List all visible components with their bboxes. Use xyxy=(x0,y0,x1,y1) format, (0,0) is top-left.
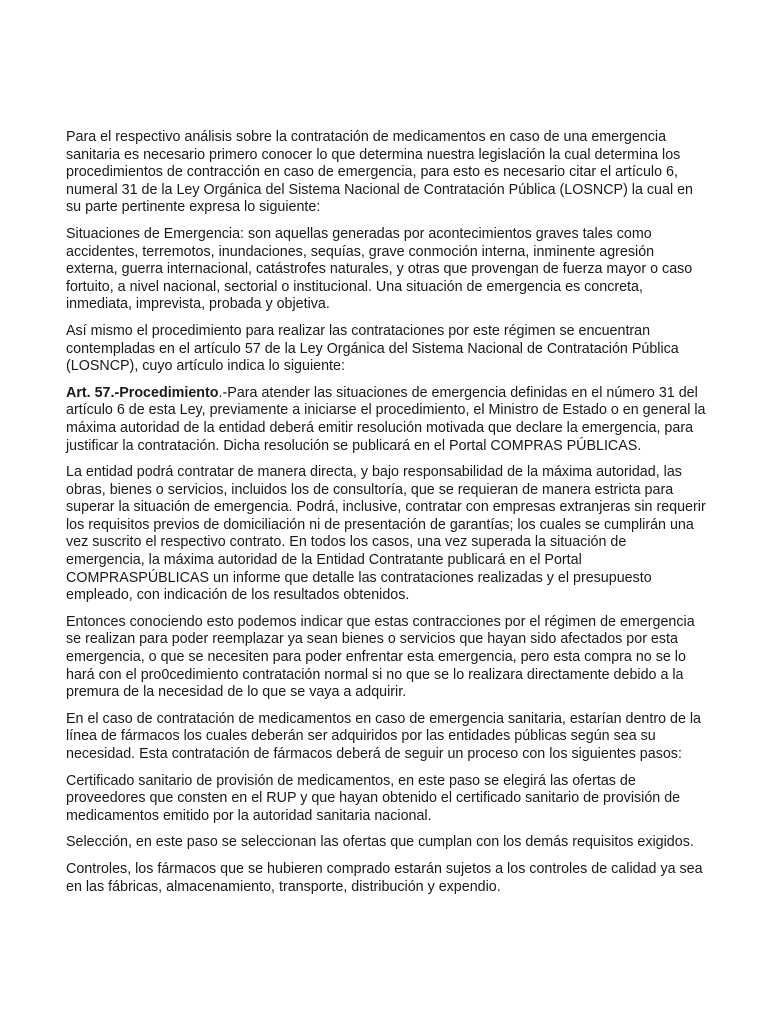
paragraph-emergency-definition: Situaciones de Emergencia: son aquellas generadas por acontecimientos graves tales como accidentes, terremotos, inundaciones, sequías, grave conmoción interna, inminente agresión externa, guerra internacional, catástrofes naturales, y otras que provengan de fuerza mayor o caso fortuito, a nivel nacional, sectorial o institucional. Una situación de emergencia es concreta, inmediata, imprevista, probada y objetiva. xyxy=(66,225,693,313)
article-57-text: .-Para atender las situaciones de emergencia definidas en el número 31 del artículo 6 de esta Ley, previamente a iniciarse el procedimiento, el Ministro de Estado o en general la máxima autoridad de la entidad deberá emitir resolución motivada que declare la emergencia, para justificar la contratación. Dicha resolución se publicará en el Portal COMPRAS PÚBLICAS. xyxy=(66,384,706,454)
paragraph-step-selection: Selección, en este paso se seleccionan las ofertas que cumplan con los demás requisitos exigidos. xyxy=(66,834,694,851)
paragraph-article-57 xyxy=(66,385,706,455)
paragraph-article-57-reference: Así mismo el procedimiento para realizar las contrataciones por este régimen se encuentran contempladas en el artículo 57 de la Ley Orgánica del Sistema Nacional de Contratación Pública (LOSNCP), cuyo artículo indica lo siguiente: xyxy=(66,322,679,375)
paragraph-medication-contracting: En el caso de contratación de medicamentos en caso de emergencia sanitaria, estarían dentro de la línea de fármacos los cuales deberán ser adquiridos por las entidades públicas según sea su necesidad. Esta contratación de fármacos deberá de seguir un proceso con los siguientes pasos: xyxy=(66,710,702,762)
paragraph-step-controls: Controles, los fármacos que se hubieren comprado estarán sujetos a los controles de calidad ya sea en las fábricas, almacenamiento, transporte, distribución y expendio. xyxy=(66,860,703,895)
paragraph-conclusion: Entonces conociendo esto podemos indicar que estas contracciones por el régimen de emergencia se realizan para poder reemplazar ya sean bienes o servicios que hayan sido afectados por esta emergencia, o que se necesiten para poder enfrentar esta emergencia, pero esta compra no se lo hará con el pro0cedimiento contratación normal si no que se lo realizara directamente debido a la premura de la necesidad de lo que se vaya a adquirir. xyxy=(66,613,695,701)
paragraph-step-certificate: Certificado sanitario de provisión de medicamentos, en este paso se elegirá las ofertas de proveedores que consten en el RUP y que hayan obtenido el certificado sanitario de provisión de medicamentos emitido por la autoridad sanitaria nacional. xyxy=(66,772,681,824)
paragraph-introduction: Para el respectivo análisis sobre la contratación de medicamentos en caso de una emergencia sanitaria es necesario primero conocer lo que determina nuestra legislación la cual determina los procedimientos de contracción en caso de emergencia, para esto es necesario citar el artículo 6, numeral 31 de la Ley Orgánica del Sistema Nacional de Contratación Pública (LOSNCP) la cual en su parte pertinente expresa lo siguiente: xyxy=(66,129,694,216)
document-page xyxy=(66,129,706,905)
article-57-heading: Art. 57.-Procedimiento xyxy=(66,384,219,401)
paragraph-direct-contracting: La entidad podrá contratar de manera directa, y bajo responsabilidad de la máxima autoridad, las obras, bienes o servicios, incluidos los de consultoría, que se requieran de manera estricta para superar la situación de emergencia. Podrá, inclusive, contratar con empresas extranjeras sin requerir los requisitos previos de domiciliación ni de presentación de garantías; los cuales se cumplirán una vez suscrito el respectivo contrato. En todos los casos, una vez superada la situación de emergencia, la máxima autoridad de la Entidad Contratante publicará en el Portal COMPRASPÚBLICAS un informe que detalle las contrataciones realizadas y el presupuesto empleado, con indicación de los resultados obtenidos. xyxy=(66,464,706,604)
